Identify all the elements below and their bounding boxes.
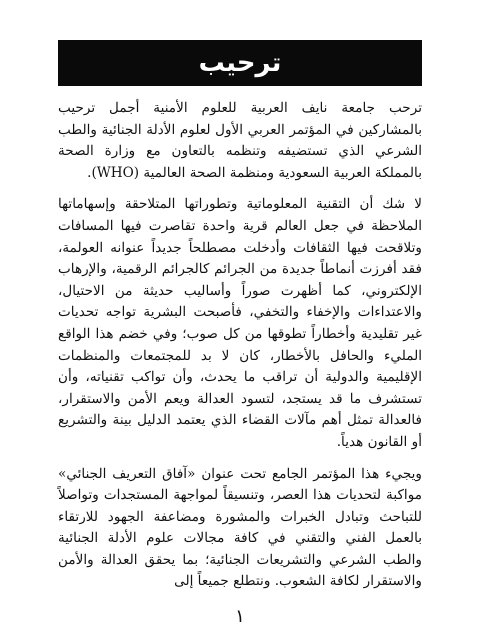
body-text	[58, 98, 422, 603]
paragraph-conference: ويجيء هذا المؤتمر الجامع تحت عنوان «آفاق التعريف الجنائي» مواكبة لتحديات هذا العصر، وتنسيقاً لمواجهة المستجدات وتواصلاً للتباحث وتبادل الخبرات والمشورة ومضاعفة الجهود للارتقاء بالعمل الفني والتقني في كافة مجالات علوم الأدلة الجنائية والطب الشرعي والتشريعات الجنائية؛ بما يحقق العدالة والأمن والاستقرار لكافة الشعوب. ونتطلع جميعاً إلى	[58, 465, 422, 590]
page-number: ١	[235, 606, 245, 627]
title-banner	[58, 40, 422, 86]
page-title: ترحيب	[198, 48, 282, 78]
paragraph-welcome: ترحب جامعة نايف العربية للعلوم الأمنية أجمل ترحيب بالمشاركين في المؤتمر العربي الأول لعلوم الأدلة الجنائية والطب الشرعي الذي تستضيفه وتنظمه بالتعاون مع وزارة الصحة بالمملكة العربية السعودية ومنظمة الصحة العالمية (WHO).	[58, 100, 422, 181]
paragraph-technology: لا شك أن التقنية المعلوماتية وتطوراتها المتلاحقة وإسهاماتها الملاحظة في جعل العالم قرية واحدة تقاصرت فيها المسافات وتلاقحت فيها الثقافات وأدخلت مصطلحاً جديداً عنوانه العولمة، فقد أفرزت أنماطاً جديدة من الجرائم كالجرائم الرقمية، والإرهاب الإلكتروني، كما أظهرت صوراً وأساليب حديثة من الاحتيال، والاعتداءات والإخفاء والتخفي، فأصبحت البشرية تواجه تحديات غير تقليدية وأخطاراً تطوقها من كل صوب؛ وفي خضم هذا الواقع المليء والحافل بالأخطار، كان لا بد للمجتمعات والمنظمات الإقليمية والدولية أن تراقب ما يحدث، وأن تواكب تقنياته، وأن تستشرف ما قد يستجد، لتسود العدالة ويعم الأمن والاستقرار، فالعدالة تمثل أهم مآلات القضاء الذي يعتمد الدليل بينة والتشريع أو القانون هدياً.	[58, 196, 422, 450]
